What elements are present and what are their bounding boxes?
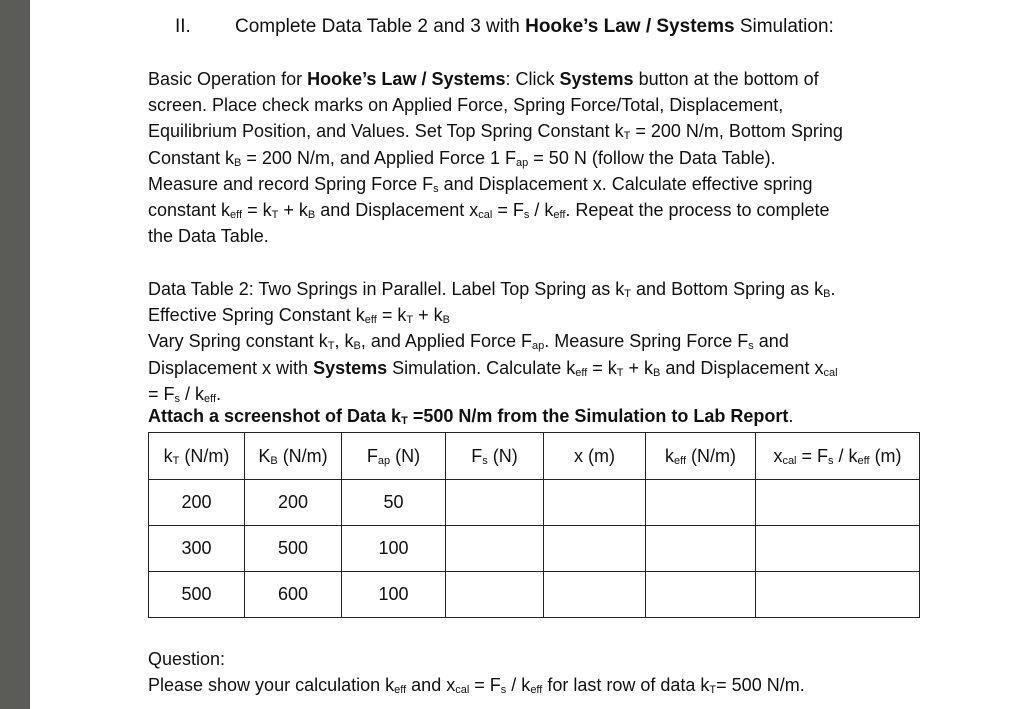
- data-table-2: [148, 432, 920, 618]
- column-header-kb: $K_B$ (N/m): [245, 433, 342, 480]
- table-cell: [756, 572, 920, 618]
- table-cell: [756, 480, 920, 526]
- column-header-fap: $F_{ap}$ (N): [342, 433, 446, 480]
- text-line: Equilibrium Position, and Values. Set Top Spring Constant $k_T = 200$ N/m, Bottom Spring: [148, 121, 843, 143]
- attach-instruction: Attach a screenshot of Data $k_T =500$ N/m from the Simulation to Lab Report.: [148, 406, 794, 427]
- text-line: Basic Operation for Hooke’s Law / Systems: Click Systems button at the bottom of: [148, 69, 819, 89]
- table-header-row: [149, 433, 920, 480]
- column-header-fs: $F_s$ (N): [446, 433, 544, 480]
- table-cell: 300: [149, 526, 245, 572]
- text-line: Effective Spring Constant $k_{eff} = k_T + k_B$: [148, 305, 450, 327]
- column-header-keff: $k_{eff}$ (N/m): [646, 433, 756, 480]
- text-line: Measure and record Spring Force $F_s$ and Displacement x. Calculate effective spring: [148, 173, 813, 195]
- table-cell: 500: [149, 572, 245, 618]
- text-line: constant $k_{eff} = k_T + k_B$ and Displacement $x_{cal} = F_s / k_{eff}$. Repeat the process to complete: [148, 200, 830, 222]
- table-cell: [646, 480, 756, 526]
- heading-text-bold: Hooke’s Law / Systems: [525, 16, 735, 37]
- column-header-xcal: $x_{cal} = F_s / k_{eff}$ (m): [756, 433, 920, 480]
- table-row: [149, 526, 920, 572]
- section-number: II.: [175, 16, 191, 37]
- table-row: [149, 480, 920, 526]
- table-cell: [446, 572, 544, 618]
- table-cell: [446, 526, 544, 572]
- text-line: the Data Table.: [148, 226, 269, 247]
- heading-text-post: Simulation:: [734, 16, 834, 37]
- window-left-edge: [0, 0, 30, 709]
- table-cell: 100: [342, 572, 446, 618]
- column-header-kt: $k_T$ (N/m): [149, 433, 245, 480]
- section-heading: [175, 14, 834, 40]
- table-cell: [646, 526, 756, 572]
- table-cell: 500: [245, 526, 342, 572]
- table-cell: 100: [342, 526, 446, 572]
- question-text: Please show your calculation $k_{eff}$ and $x_{cal} = F_s / k_{eff}$ for last row of data $k_T= 500$ N/m.: [148, 675, 805, 696]
- column-header-x: x (m): [544, 433, 646, 480]
- text-line: = $F_s / k_{eff}$.: [148, 383, 222, 405]
- question-label: Question:: [148, 649, 226, 669]
- basic-operation-paragraph: [148, 66, 928, 249]
- text-line: Constant $k_B = 200$ N/m, and Applied Force 1 $F_{ap} = 50$ N (follow the Data Table).: [148, 147, 776, 169]
- text-line: Data Table 2: Two Springs in Parallel. Label Top Spring as $k_T$ and Bottom Spring as $k_B$.: [148, 279, 836, 300]
- table-cell: 200: [245, 480, 342, 526]
- table-cell: [544, 480, 646, 526]
- table-cell: [544, 526, 646, 572]
- table-cell: [446, 480, 544, 526]
- table-row: [149, 572, 920, 618]
- text-line: screen. Place check marks on Applied Force, Spring Force/Total, Displacement,: [148, 95, 784, 116]
- table-cell: 600: [245, 572, 342, 618]
- table-cell: [756, 526, 920, 572]
- table-cell: [544, 572, 646, 618]
- question-block: [148, 646, 805, 698]
- table-cell: 50: [342, 480, 446, 526]
- heading-text-pre: Complete Data Table 2 and 3 with: [235, 16, 526, 37]
- document-page: [30, 0, 1024, 709]
- text-line: Vary Spring constant $k_T$, $k_B$, and Applied Force $F_{ap}$. Measure Spring Force $F_s$ and: [148, 331, 789, 353]
- data-table-2-intro: [148, 276, 928, 407]
- table-cell: [646, 572, 756, 618]
- table-cell: 200: [149, 480, 245, 526]
- text-line: Displacement x with Systems Simulation. Calculate $k_{eff} = k_T + k_B$ and Displacement $x_{cal}$: [148, 357, 838, 379]
